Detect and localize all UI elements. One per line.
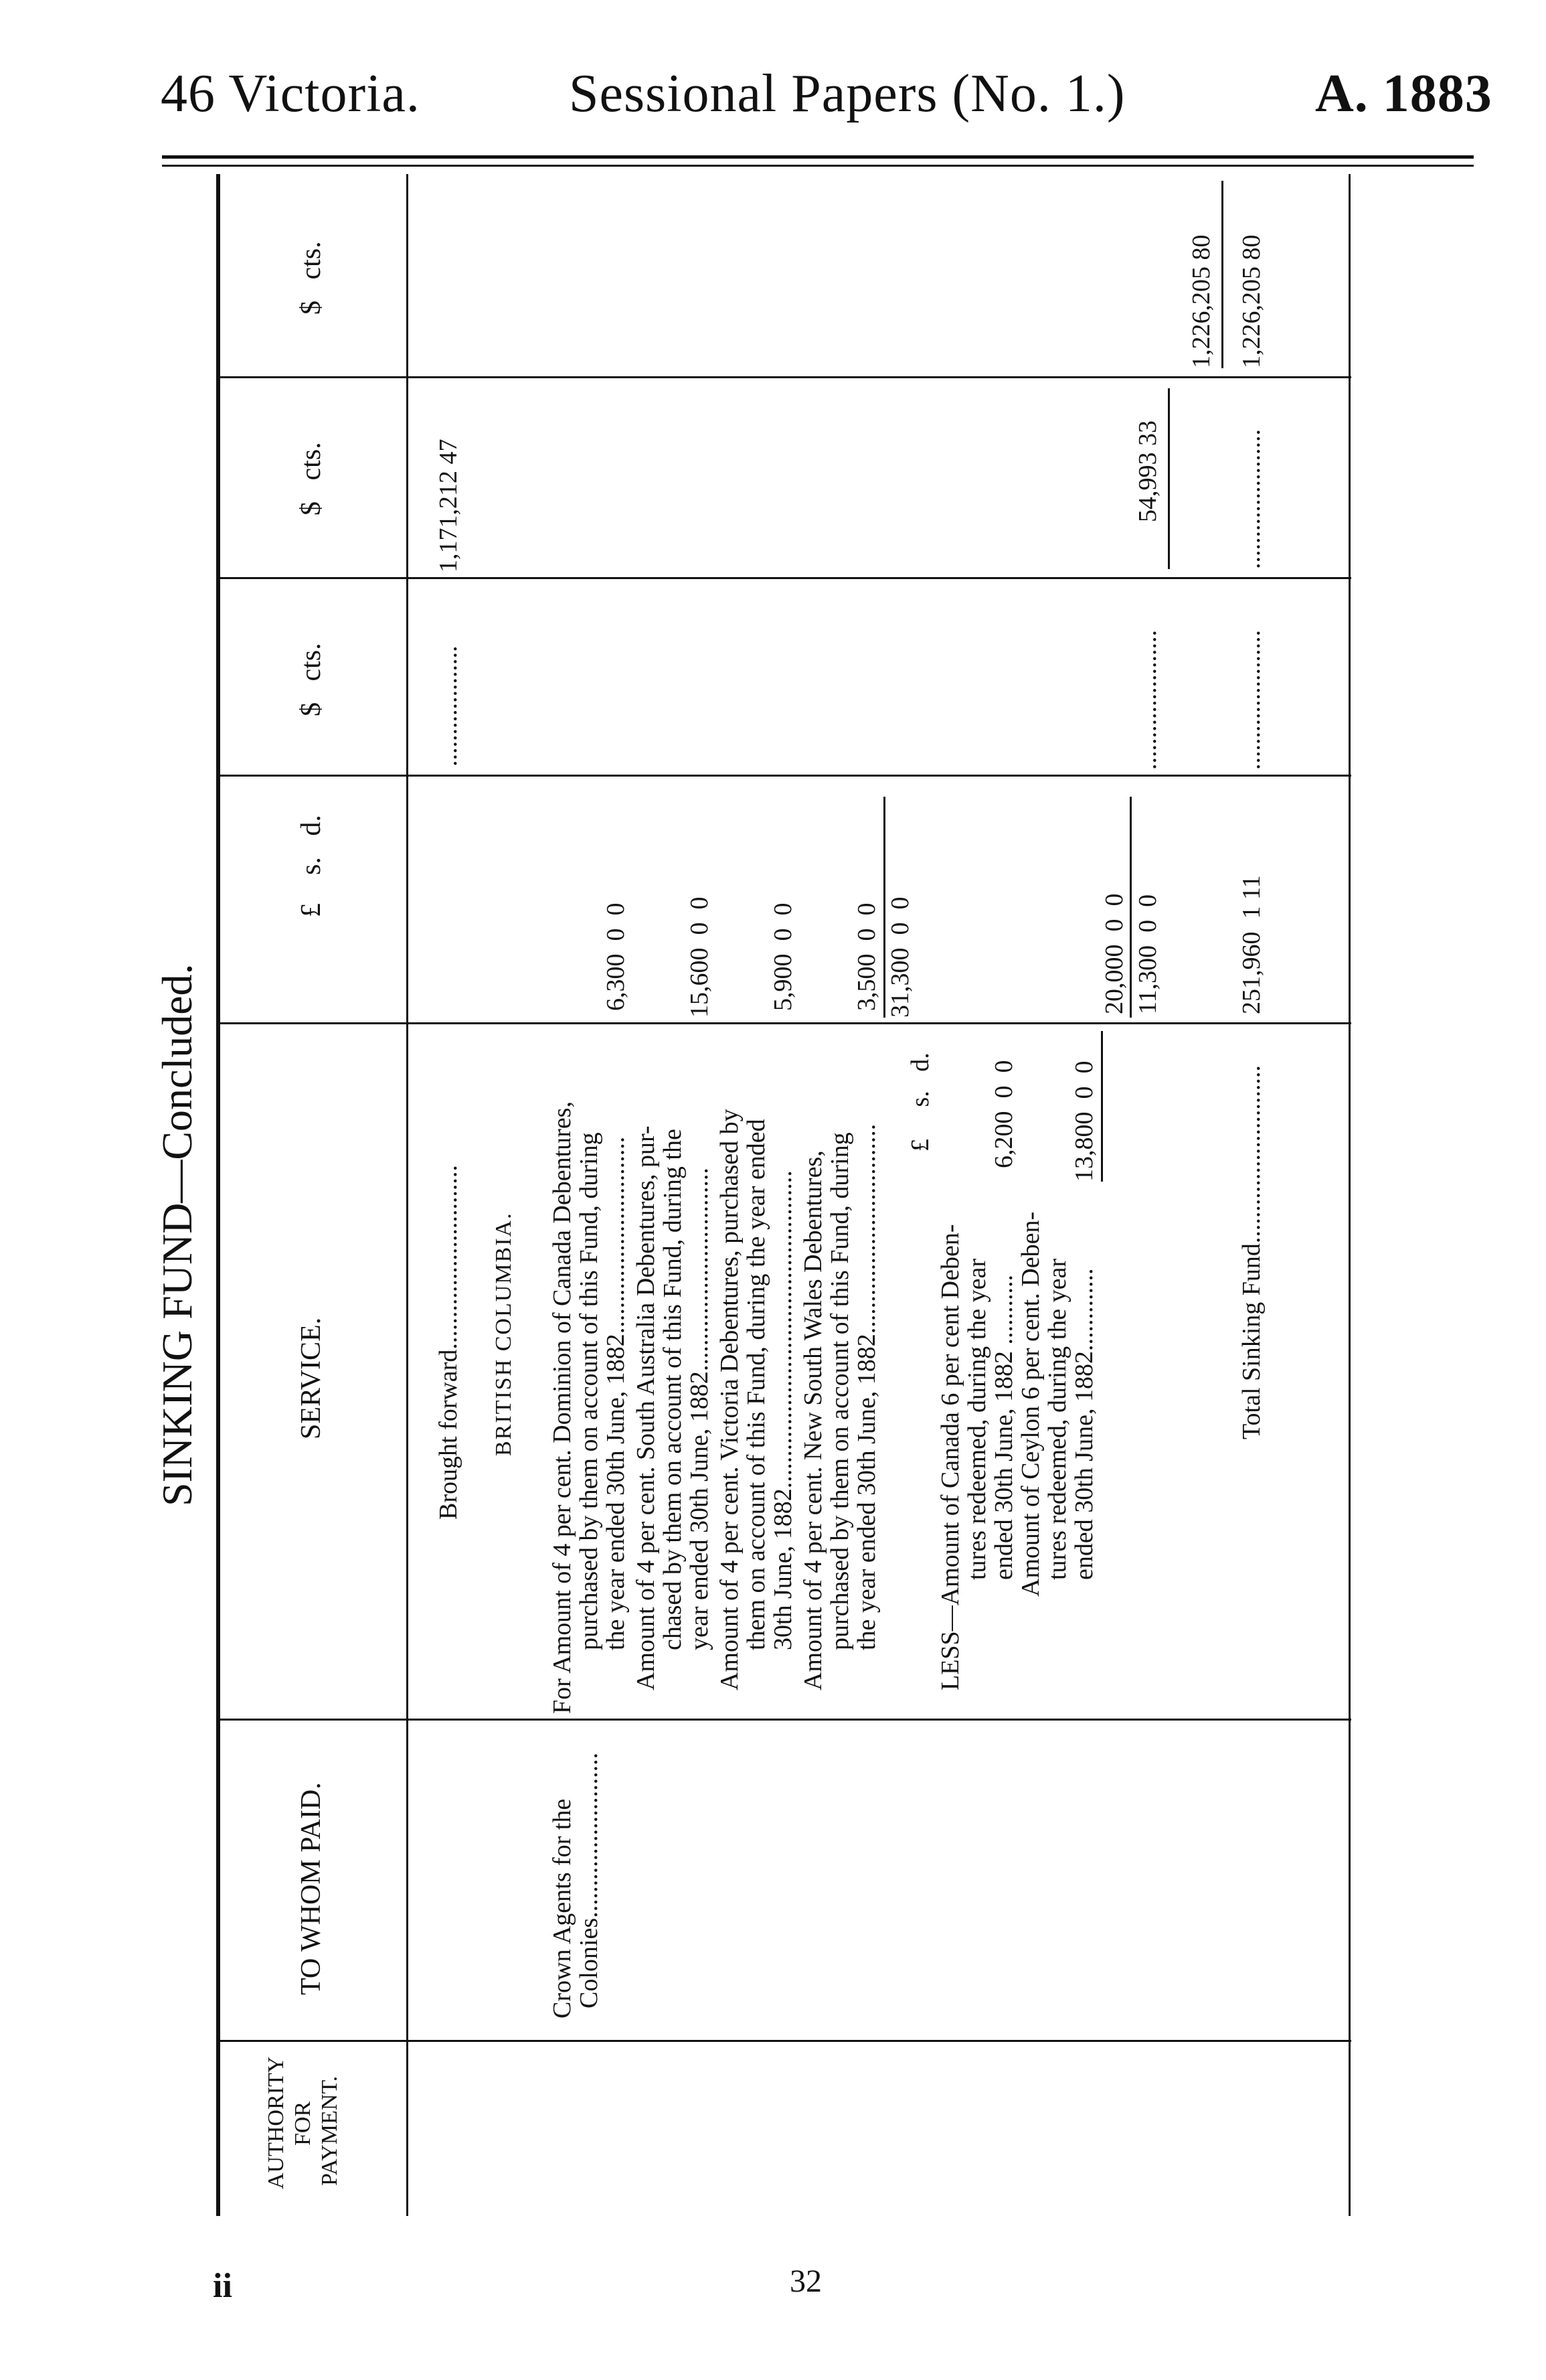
col-header-authority-3: PAYMENT. [317,2075,342,2186]
col-header-to-whom: TO WHOM PAID. [296,1782,327,1995]
item2-amount: 15,600 0 0 [685,896,713,1018]
net-dollars: 54,993 33 [1134,420,1162,522]
col-header-dollars-3: $ cts. [296,241,327,315]
top-border [216,174,220,2216]
item4-line-2: purchased by them on account of this Fund, during [826,1132,854,1650]
item2-line-2: chased by them on account of this Fund, during the [659,1129,687,1650]
total-label: Total Sinking Fund............................ [1237,1065,1266,1439]
item1-amount: 6,300 0 0 [602,902,630,1011]
col-divider-2 [220,1719,1351,1721]
net-dots: ...................... [1134,630,1162,770]
col-header-authority-2: FOR [290,2101,315,2146]
less-lsd-header: £ s. d. [906,1052,934,1152]
brought-forward-amount: 1,171,212 47 [434,439,462,572]
brought-forward-dots: ................... [434,645,462,767]
header-separator [406,174,408,2216]
less-total-rule [1101,1031,1103,1182]
item3-amount: 5,900 0 0 [769,902,797,1011]
col-divider-5 [220,577,1351,579]
payee-line-1: Crown Agents for the [548,1798,576,2018]
col-divider-4 [220,775,1351,777]
header-rule-thin [162,165,1474,167]
less-line-5: tures redeemed, during the year [1043,1258,1071,1580]
net-rule [1130,797,1132,1018]
less-line-3-amount: 6,200 0 0 [990,1060,1018,1168]
total-dollars: 1,226,205 80 [1237,234,1266,368]
less-line-1: LESS—Amount of Canada 6 per cent Deben- [936,1224,964,1690]
total-dots-2: ...................... [1237,429,1266,569]
col-header-dollars-2: $ cts. [296,442,327,515]
total-lsd: 251,960 1 11 [1237,875,1266,1014]
item3-line-2: them on account of this Fund, during the year ended [742,1119,770,1650]
header-year: A. 1883 [1315,64,1492,123]
subtotal-rule [883,797,885,1018]
col-header-dollars-1: $ cts. [296,643,327,716]
item4-line-1: Amount of 4 per cent. New South Wales Debentures, [799,1150,827,1690]
col-divider-6 [220,376,1351,378]
total-dots-1: ...................... [1237,630,1266,770]
net-amount: 11,300 0 0 [1134,894,1162,1014]
item1-line-1: For Amount of 4 per cent. Dominion of Canada Debentures, [548,1101,576,1714]
subtotal-amount: 31,300 0 0 [886,896,914,1018]
header-session: 46 Victoria. [161,64,420,123]
col-header-lsd: £ s. d. [296,815,327,917]
less-line-2: tures redeemed, during the year [963,1258,991,1580]
section-heading: BRITISH COLUMBIA. [491,1212,516,1456]
header-rule [162,155,1474,159]
net-total-dollars: 1,226,205 80 [1187,234,1215,368]
less-line-4: Amount of Ceylon 6 per cent. Deben- [1017,1211,1045,1597]
total-dollars-rule [1221,181,1223,368]
header-title: Sessional Papers (No. 1.) [569,64,1126,123]
less-total: 20,000 0 0 [1100,893,1128,1014]
item1-line-2: purchased by them on account of this Fund, during [575,1132,603,1650]
item3-line-3: 30th June, 1882.................................................. [769,1170,797,1650]
less-line-6-amount: 13,800 0 0 [1070,1060,1098,1182]
item4-amount: 3,500 0 0 [853,902,881,1011]
item2-line-1: Amount of 4 per cent. South Australia Debentures, pur- [632,1125,660,1690]
item3-line-1: Amount of 4 per cent. Victoria Debentures, purchased by [715,1109,744,1690]
item4-line-3: the year ended 30th June, 1882................................. [853,1123,881,1650]
page-number: 32 [790,2264,822,2299]
bottom-border [1349,174,1351,2216]
col-divider-1 [220,2040,1351,2042]
less-line-3: ended 30th June, 1882 ........... [990,1275,1018,1580]
col-divider-3 [220,1022,1351,1024]
item2-line-3: year ended 30th June, 1882................................ [685,1168,713,1650]
folio-marker: ii [213,2267,232,2305]
net-dollars-rule [1168,388,1170,569]
col-header-service: SERVICE. [296,1317,327,1439]
brought-forward-label: Brought forward............................. [434,1165,462,1520]
col-header-authority-1: AUTHORITY [264,2056,288,2189]
table-title: SINKING FUND—Concluded. [153,963,201,1506]
payee-line-2: Colonies.......................... [575,1752,603,2008]
less-line-6: ended 30th June, 1882............. [1070,1268,1098,1580]
item1-line-3: the year ended 30th June, 1882............................... [602,1136,630,1650]
sinking-fund-table [137,174,1352,2216]
